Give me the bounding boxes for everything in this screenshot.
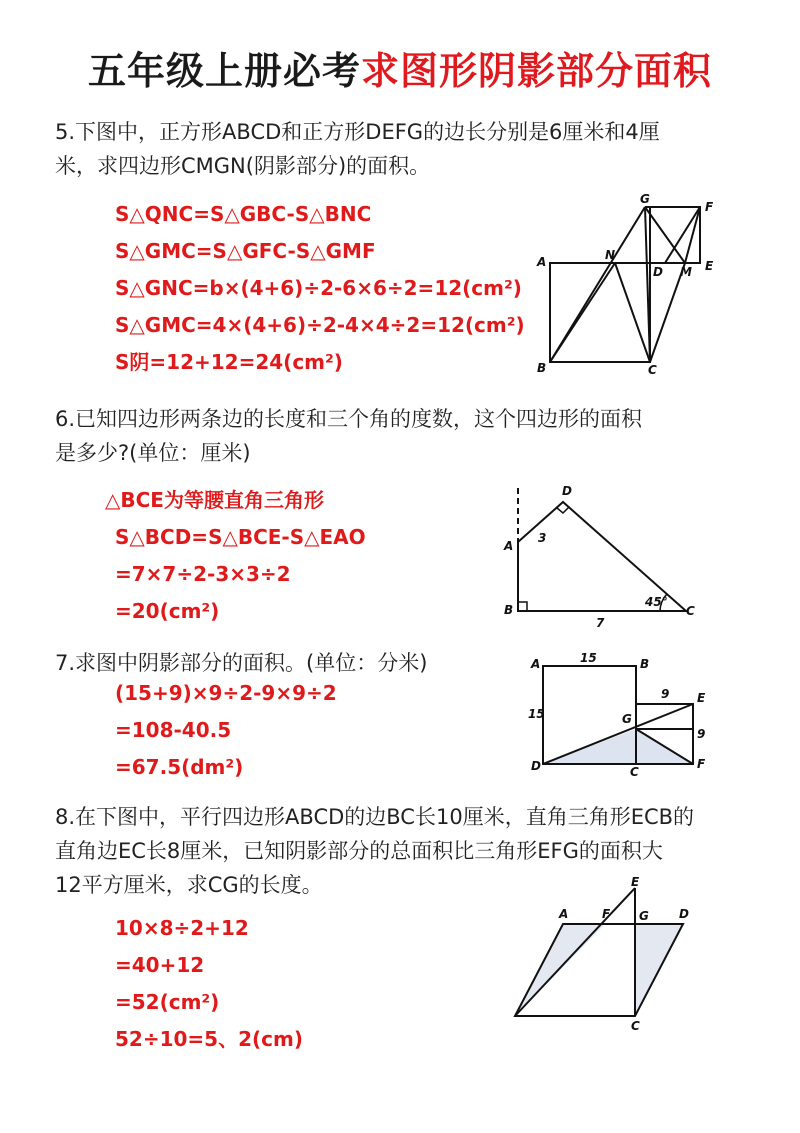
label-15-top: 15 [580, 651, 597, 665]
label-a: A [537, 255, 547, 269]
label-g: G [639, 909, 649, 923]
label-9-right: 9 [697, 727, 706, 741]
label-9-top: 9 [661, 687, 670, 701]
problem-5-question: 5.下图中，正方形ABCD和正方形DEFG的边长分别是6厘米和4厘 米，求四边形CMGN(阴影部分)的面积。 [55, 120, 660, 178]
label-3: 3 [538, 531, 547, 545]
label-d: D [653, 265, 663, 279]
problem-8-question: 8.在下图中，平行四边形ABCD的边BC长10厘米，直角三角形ECB的 直角边EC长8厘米，已知阴影部分的总面积比三角形EFG的面积大 12平方厘米，求CG的长度。 [55, 805, 695, 897]
label-c: C [686, 604, 695, 618]
label-a: A [504, 539, 514, 553]
label-f: F [697, 757, 706, 771]
label-d: D [679, 907, 689, 921]
title-black: 五年级上册必考 [87, 49, 361, 93]
problem-8-solution: 10×8÷2+12 =40+12 =52(cm²) 52÷10=5、2(cm) [115, 916, 303, 1051]
label-b: B [640, 657, 650, 671]
label-g: G [622, 712, 632, 726]
label-e: E [697, 691, 706, 705]
label-e: E [631, 875, 640, 889]
label-b: B [537, 361, 547, 375]
label-a: A [559, 907, 569, 921]
label-f: F [705, 200, 714, 214]
label-n: N [605, 248, 616, 262]
problem-7-figure [525, 652, 715, 782]
label-m: M [680, 265, 692, 279]
title-red: 求图形阴影部分面积 [361, 49, 713, 93]
label-d: D [531, 759, 541, 773]
label-d: D [562, 484, 572, 498]
label-7: 7 [596, 616, 605, 630]
label-c: C [648, 363, 657, 377]
label-g: G [640, 192, 650, 206]
problem-6-solution: △BCE为等腰直角三角形 S△BCD=S△BCE-S△EAO =7×7÷2-3×3÷2 =20(cm²) [105, 488, 366, 623]
problem-6-question: 6.已知四边形两条边的长度和三个角的度数，这个四边形的面积 是多少?(单位：厘米) [55, 407, 643, 465]
label-15-left: 15 [528, 707, 545, 721]
label-f: F [602, 907, 611, 921]
label-a: A [531, 657, 541, 671]
problem-8-figure [495, 876, 710, 1036]
label-e: E [705, 259, 714, 273]
problem-7-solution: (15+9)×9÷2-9×9÷2 =108-40.5 =67.5(dm²) [115, 681, 337, 779]
label-c: C [630, 765, 639, 779]
problem-5-solution: S△QNC=S△GBC-S△BNC S△GMC=S△GFC-S△GMF S△GNC=b×(4+6)÷2-6×6÷2=12(cm²) S△GMC=4×(4+6)÷2-4×4÷2=12(cm²) S阴=12+12=24(cm²) [115, 202, 525, 374]
page-title [0, 40, 800, 95]
label-45: 45° [645, 595, 668, 609]
problem-7-question: 7.求图中阴影部分的面积。(单位：分米) [55, 651, 428, 675]
label-b: B [504, 603, 514, 617]
problem-5-figure [535, 190, 725, 380]
label-c: C [631, 1019, 640, 1033]
square-abcd [550, 263, 650, 362]
problem-6-figure [500, 480, 700, 630]
